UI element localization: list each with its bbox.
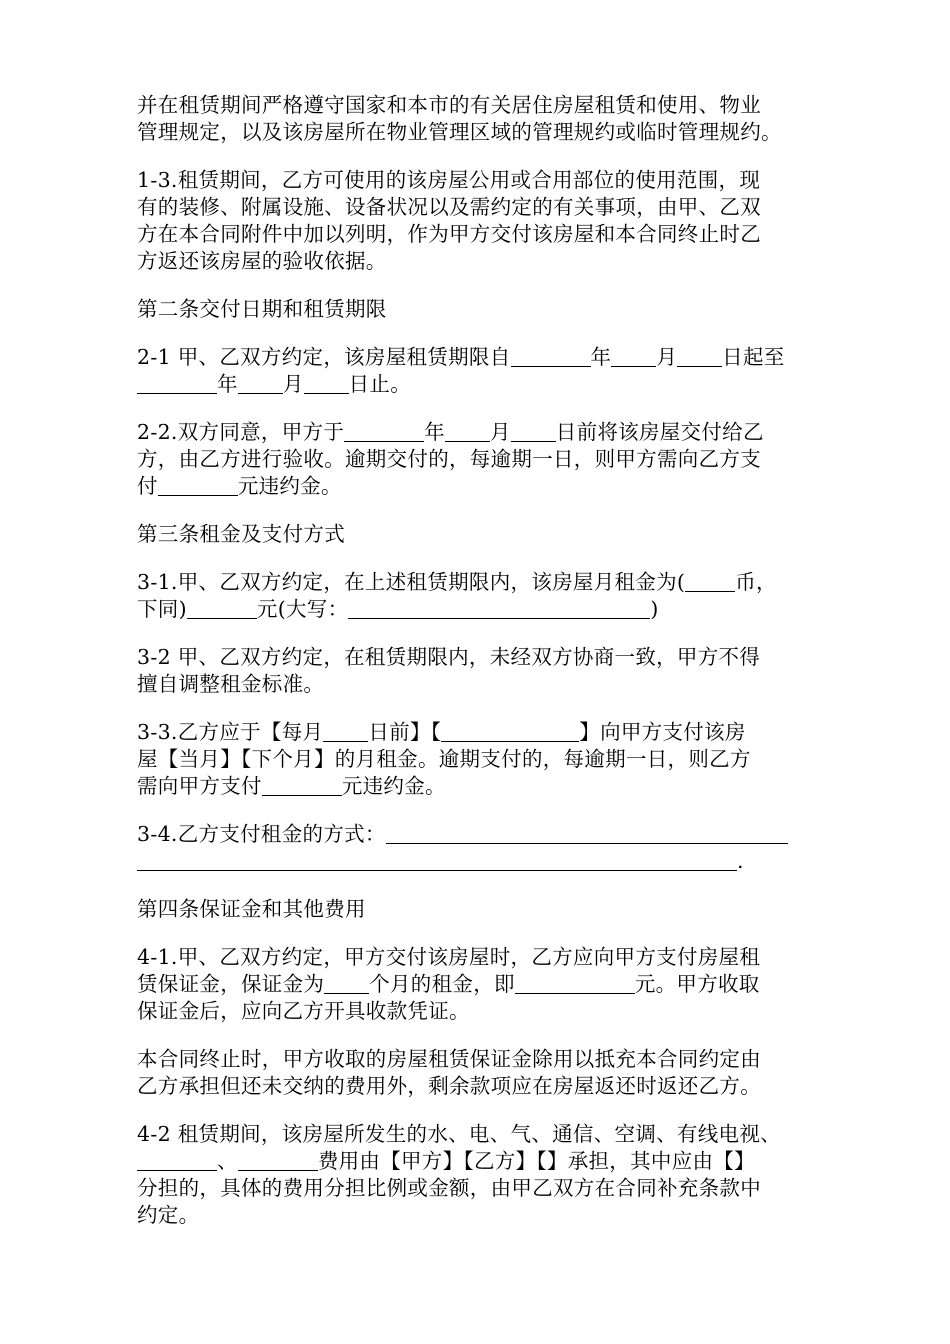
- blank-fee-item-1[interactable]: [137, 1149, 217, 1171]
- clause-text: 元违约金。: [237, 474, 342, 498]
- text-line: [137, 344, 827, 371]
- text-line: 4-1.甲、乙双方约定，甲方交付该房屋时，乙方应向甲方支付房屋租: [137, 945, 761, 969]
- text-line: [137, 419, 827, 446]
- text-line: 约定。: [137, 1203, 200, 1227]
- blank-delivery-month[interactable]: [445, 420, 490, 442]
- text-line: [137, 569, 827, 596]
- text-line: [137, 1148, 827, 1175]
- text-line: [137, 719, 827, 746]
- clause-3-3: [137, 719, 827, 800]
- clause-2-2: [137, 419, 827, 500]
- clause-text: 日起至: [722, 345, 785, 369]
- clause-text: 需向甲方支付: [137, 774, 262, 798]
- text-line: 方，由乙方进行验收。逾期交付的，每逾期一日，则甲方需向乙方支: [137, 447, 761, 471]
- text-line: [137, 773, 827, 800]
- text-line: [137, 848, 827, 875]
- clause-text: 元。甲方收取: [634, 972, 760, 996]
- text-line: 保证金后，应向乙方开具收款凭证。: [137, 999, 470, 1023]
- blank-monthly-rent[interactable]: [187, 597, 257, 619]
- blank-day-start[interactable]: [677, 345, 722, 367]
- clause-text: 个月的租金，即: [369, 972, 515, 996]
- clause-3-1: [137, 569, 827, 623]
- text-line: 1-3.租赁期间，乙方可使用的该房屋公用或合用部位的使用范围，现: [137, 168, 761, 192]
- clause-text: 、: [217, 1149, 238, 1173]
- clause-text: 年: [590, 345, 612, 369]
- text-line: 方返还该房屋的验收依据。: [137, 249, 387, 273]
- text-line: 管理规定，以及该房屋所在物业管理区域的管理规约或临时管理规约。: [137, 120, 782, 144]
- clause-text: .: [737, 849, 744, 873]
- blank-fee-item-2[interactable]: [238, 1149, 318, 1171]
- blank-pay-term[interactable]: [441, 720, 579, 742]
- text-line: 方在本合同附件中加以列明，作为甲方交付该房屋和本合同终止时乙: [137, 222, 761, 246]
- clause-text: 月: [489, 420, 511, 444]
- text-line: 有的装修、附属设施、设备状况以及需约定的有关事项，由甲、乙双: [137, 195, 761, 219]
- text-line: 分担的，具体的费用分担比例或金额，由甲乙双方在合同补充条款中: [137, 1176, 761, 1200]
- clause-2-1: [137, 344, 827, 398]
- text-line: [137, 821, 827, 848]
- clause-text: 3-4.乙方支付租金的方式：: [137, 822, 386, 846]
- clause-text: 年: [217, 372, 238, 396]
- blank-month-start[interactable]: [611, 345, 656, 367]
- text-line: 乙方承担但还未交纳的费用外，剩余款项应在房屋返还时返还乙方。: [137, 1074, 761, 1098]
- clause-text: 2-2.双方同意，甲方于: [137, 420, 345, 444]
- clause-text: 月: [656, 345, 678, 369]
- blank-month-end[interactable]: [238, 372, 283, 394]
- text-line: 3-2 甲、乙双方约定，在租赁期限内，未经双方协商一致，甲方不得: [137, 645, 761, 669]
- section-heading-2: 第二条交付日期和租赁期限: [137, 297, 387, 321]
- blank-payment-method[interactable]: [386, 822, 788, 844]
- blank-day-end[interactable]: [304, 372, 349, 394]
- clause-text: 付: [137, 474, 158, 498]
- text-line: 屋【当月】【下个月】的月租金。逾期支付的，每逾期一日，则乙方: [137, 747, 751, 771]
- blank-year-start[interactable]: [511, 345, 591, 367]
- clause-text: 币，: [735, 570, 777, 594]
- blank-currency[interactable]: [685, 570, 735, 592]
- blank-delivery-year[interactable]: [344, 420, 424, 442]
- blank-deposit-amount[interactable]: [515, 972, 635, 994]
- clause-text: 年: [424, 420, 445, 444]
- clause-text: 费用由【甲方】【乙方】【】承担，其中应由【】: [317, 1149, 755, 1173]
- section-heading-3: 第三条租金及支付方式: [137, 522, 345, 546]
- section-heading-4: 第四条保证金和其他费用: [137, 897, 366, 921]
- clause-text: 3-3.乙方应于【每月: [137, 720, 324, 744]
- blank-delivery-day[interactable]: [511, 420, 556, 442]
- blank-late-penalty[interactable]: [262, 774, 342, 796]
- blank-deposit-months[interactable]: [324, 972, 369, 994]
- blank-rent-in-words[interactable]: [348, 597, 650, 619]
- clause-4-2: [137, 1121, 827, 1229]
- clause-text: 元违约金。: [341, 774, 446, 798]
- clause-text: 】向甲方支付该房: [579, 720, 746, 744]
- clause-text: 日止。: [348, 372, 412, 396]
- clause-1-3: [137, 167, 827, 275]
- clause-3-4: [137, 821, 827, 875]
- blank-year-end[interactable]: [137, 372, 217, 394]
- clause-4-1: [137, 944, 827, 1025]
- clause-text: 日前将该房屋交付给乙: [555, 420, 764, 444]
- clause-text: 日前】【: [368, 720, 442, 744]
- text-line: [137, 971, 827, 998]
- clause-text: 2-1 甲、乙双方约定，该房屋租赁期限自: [137, 345, 511, 369]
- clause-text: 元(大写：: [256, 597, 349, 621]
- clause-text: 下同): [137, 597, 187, 621]
- clause-3-2: [137, 644, 827, 698]
- text-line: 4-2 租赁期间，该房屋所发生的水、电、气、通信、空调、有线电视、: [137, 1122, 781, 1146]
- text-line: [137, 473, 827, 500]
- blank-payment-method-cont[interactable]: [137, 849, 737, 871]
- clause-text: ): [650, 597, 659, 621]
- text-line: 本合同终止时，甲方收取的房屋租赁保证金除用以抵充本合同约定由: [137, 1047, 761, 1071]
- clause-text: 3-1.甲、乙双方约定，在上述租赁期限内，该房屋月租金为(: [137, 570, 686, 594]
- text-line: [137, 371, 827, 398]
- text-line: 擅自调整租金标准。: [137, 672, 325, 696]
- clause-text: 月: [282, 372, 304, 396]
- paragraph-deposit-return: [137, 1046, 827, 1100]
- blank-pay-day[interactable]: [323, 720, 368, 742]
- contract-body: [137, 92, 827, 1250]
- text-line: 并在租赁期间严格遵守国家和本市的有关居住房屋租赁和使用、物业: [137, 93, 761, 117]
- paragraph-compliance: [137, 92, 827, 146]
- clause-text: 赁保证金，保证金为: [137, 972, 325, 996]
- blank-penalty-amount[interactable]: [158, 474, 238, 496]
- text-line: [137, 596, 827, 623]
